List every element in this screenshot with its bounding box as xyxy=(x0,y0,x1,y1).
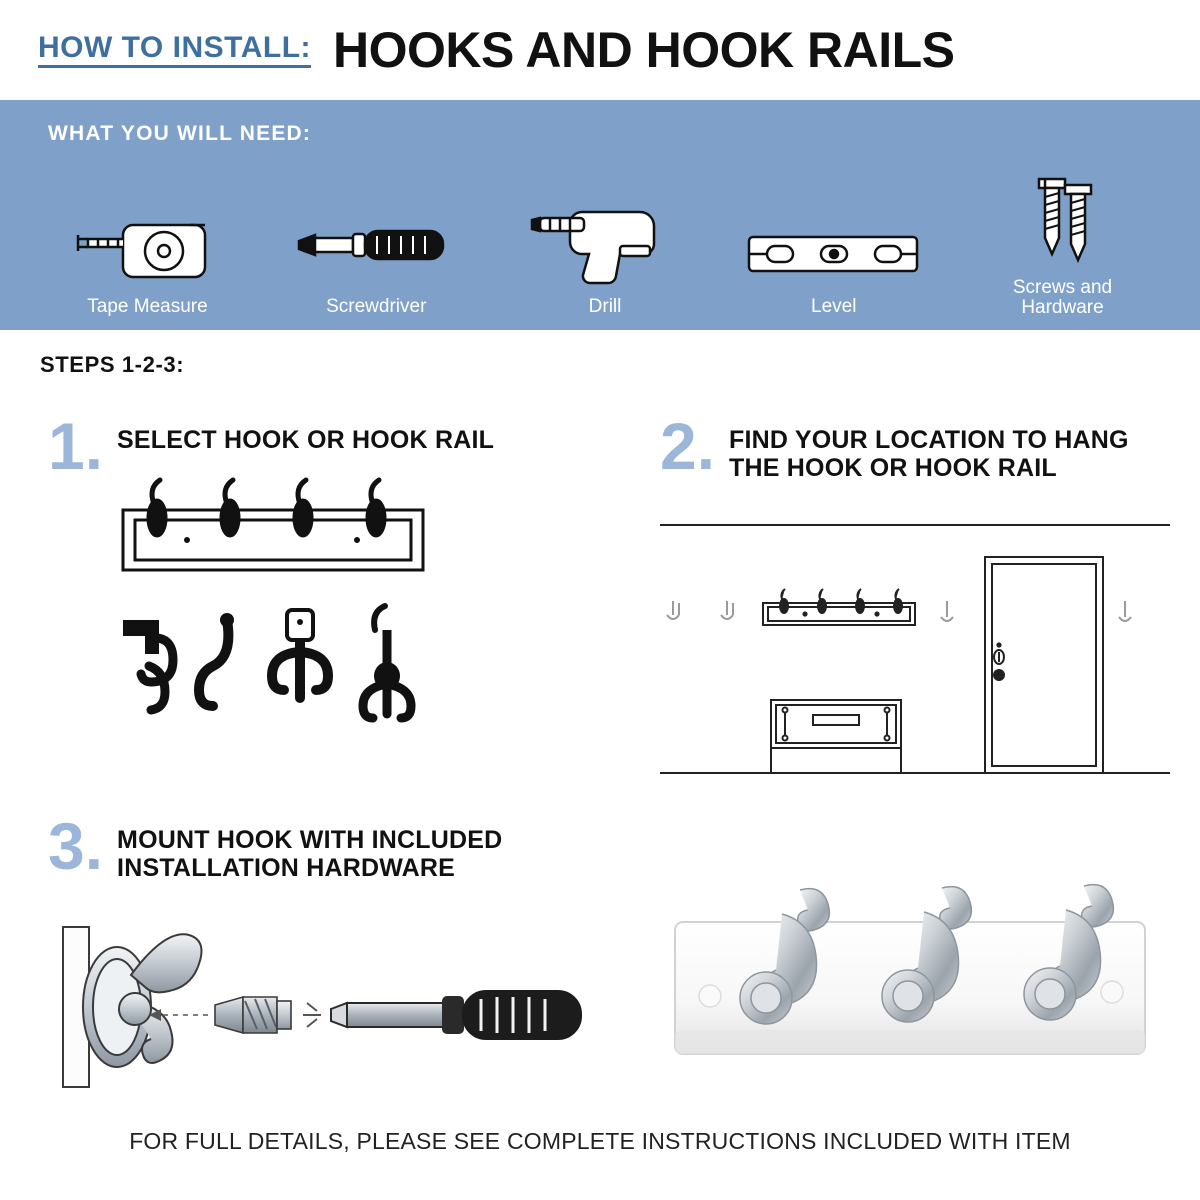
tool-label: Drill xyxy=(588,296,622,318)
step-3 xyxy=(48,809,608,883)
screwdriver-icon xyxy=(281,193,471,285)
header xyxy=(0,0,1200,100)
step-1-text: SELECT HOOK OR HOOK RAIL xyxy=(117,426,495,454)
step-2-text-line1: FIND YOUR LOCATION TO HANG xyxy=(729,426,1129,454)
white-hook-rail-with-three-satin-nickel-hooks xyxy=(650,880,1170,1100)
tool-label xyxy=(1013,278,1112,318)
wall-location-illustration xyxy=(655,505,1175,785)
step-1 xyxy=(48,409,628,483)
tool-label: Screwdriver xyxy=(326,296,427,318)
step-2-text-line2: THE HOOK OR HOOK RAIL xyxy=(729,454,1057,482)
drill-icon xyxy=(520,193,690,285)
steps-heading: STEPS 1-2-3: xyxy=(40,352,185,377)
step-2-number: 2. xyxy=(660,409,716,483)
what-you-will-need-band xyxy=(0,100,1200,330)
footer-note: FOR FULL DETAILS, PLEASE SEE COMPLETE INSTRUCTIONS INCLUDED WITH ITEM xyxy=(129,1128,1071,1154)
screws-icon xyxy=(1003,174,1123,266)
tool-item xyxy=(498,193,713,318)
header-kicker: HOW TO INSTALL: xyxy=(38,32,311,69)
tool-label-line2: Hardware xyxy=(1021,297,1104,319)
hook-rail-and-hooks-illustration xyxy=(105,470,525,750)
tool-label: Tape Measure xyxy=(87,296,208,318)
tool-item xyxy=(269,193,484,318)
step-3-text xyxy=(117,826,502,882)
step-3-text-line2: INSTALLATION HARDWARE xyxy=(117,854,456,882)
tools-list xyxy=(40,158,1170,318)
needs-title: WHAT YOU WILL NEED: xyxy=(48,122,312,145)
step-3-text-line1: MOUNT HOOK WITH INCLUDED xyxy=(117,826,503,854)
mount-hook-with-screwdriver-illustration xyxy=(45,905,605,1105)
step-2-text xyxy=(729,426,1129,482)
step-2 xyxy=(660,409,1180,483)
tool-item xyxy=(726,193,941,318)
step-1-number: 1. xyxy=(48,409,104,483)
level-icon xyxy=(741,193,926,285)
step-3-number: 3. xyxy=(48,809,104,883)
tool-item xyxy=(955,174,1170,318)
tool-label: Level xyxy=(811,296,857,318)
tool-item xyxy=(40,193,255,318)
tape-measure-icon xyxy=(68,193,228,285)
page-title: HOOKS AND HOOK RAILS xyxy=(333,22,955,78)
tool-label-line1: Screws and xyxy=(1012,277,1113,299)
